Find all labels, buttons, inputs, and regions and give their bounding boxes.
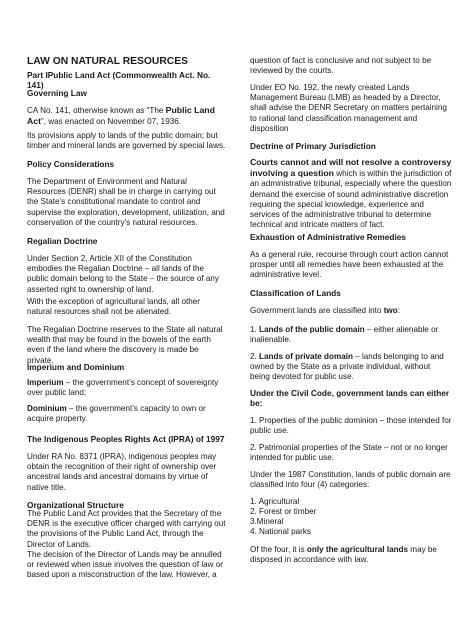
regalian-text-2: With the exception of agricultural lands, all other natural resources shall not be alienated. [27,297,200,317]
part-heading: Part IPublic Land Act (Commonwealth Act. No. 141) [27,70,211,91]
policy-text: The Department of Environment and Natural Resources (DENR) shall be in charge in carrying out the State’s constitutional mandate to control and supervise the exploration, development, utilization, and conservation of the country’s natural resources. [27,177,225,227]
civil-code-item-1: 1. Properties of the public dominion – those intended for public use. [250,416,452,436]
org-text-1: The Public Land Act provides that the Secretary of the DENR is the executive officer charged with carrying out the provisions of the Public Land Act, through the Director of Lands. [27,509,226,549]
heading-primary-jurisdiction: Dectrine of Primary Jurisdiction [250,141,376,151]
dominium-text: Dominium – the government’s capacity to own or acquire property. [27,404,206,424]
heading-civil-code: Under the Civil Code, government lands can either be: [250,388,450,409]
heading-exhaustion: Exhaustion of Administrative Remedies [250,232,406,242]
heading-imperium: Imperium and Dominium [27,362,125,372]
continued-text: question of fact is conclusive and not subject to be reviewed by the courts. [250,56,432,76]
classification-item-1: 1. Lands of the public domain – either alienable or inalienable. [250,325,439,345]
eo-text: Under EO No. 192, the newly created Lands Management Bureau (LMB) as headed by a Director, shall advise the DENR Secretary on matters pertaining to rational land classification management and disposition [250,83,447,133]
exhaustion-text: As a general rule, recourse through court action cannot prosper until all remedies have been exhausted at the administrative level. [250,250,449,280]
imperium-text: Imperium – the government’s concept of sovereignty over public land; [27,378,219,398]
heading-regalian: Regalian Doctrine [27,236,98,246]
agricultural-lands-text: Of the four, it is only the agricultural lands may be disposed in accordance with law. [250,545,437,565]
primary-jurisdiction-text: Courts cannot and will not resolve a controversy involving a question which is within the jurisdiction of an administrative tribunal, especially where the question demand the exercise of sound administrative discretion requiring the special knowledge, experience and services of the administrative tribunal to determine technical and intricate matters of fact. [250,157,452,230]
governing-law-scope: Its provisions apply to lands of the public domain; but timber and mineral lands are governed by special laws. [27,131,226,151]
heading-policy: Policy Considerations [27,159,115,169]
constitution-text: Under the 1987 Constitution, lands of public domain are classified into four (4) categories: [250,470,451,490]
category-list-item: 1. Agricultural [250,497,300,506]
category-list-item: 3.Mineral [250,517,284,526]
org-text-2: The decision of the Director of Lands may be annulled or reviewed when issue involves the question of law or based upon a misconstruction of the law. However, a [27,550,224,580]
category-list-item: 2. Forest or timber [250,507,317,516]
heading-classification: Classification of Lands [250,288,341,298]
category-list-item: 4. National parks [250,527,311,536]
heading-org-structure: Organizational Structure [27,500,124,510]
regalian-text-1: Under Section 2, Article XII of the Constitution embodies the Regalian Doctrine – all lands of the public domain belong to the State – the source of any asserted right to ownership of land. [27,254,219,294]
classification-intro: Government lands are classified into two: [250,306,400,315]
civil-code-item-2: 2. Patrimonial properties of the State – not or no longer intended for public use. [250,443,448,463]
governing-law-text: CA No. 141, otherwise known as “The Public Land Act”, was enacted on November 07, 1936. [27,105,215,127]
heading-governing-law: Governing Law [27,88,87,98]
regalian-text-3: The Regalian Doctrine reserves to the State all natural wealth that may be found in the bowels of the earth even if the land where the discovery is made be private. [27,325,223,365]
ipra-text: Under RA No. 8371 (IPRA), indigenous peoples may obtain the recognition of their right of ownership over ancestral lands and ancestral domains by virtue of native title. [27,452,217,492]
heading-ipra: The Indigenous Peoples Rights Act (IPRA) of 1997 [27,434,225,444]
document-title: LAW ON NATURAL RESOURCES [27,56,188,67]
classification-item-2: 2. Lands of private domain – lands belonging to and owned by the State as a private individual, without being devoted for public use. [250,352,444,382]
